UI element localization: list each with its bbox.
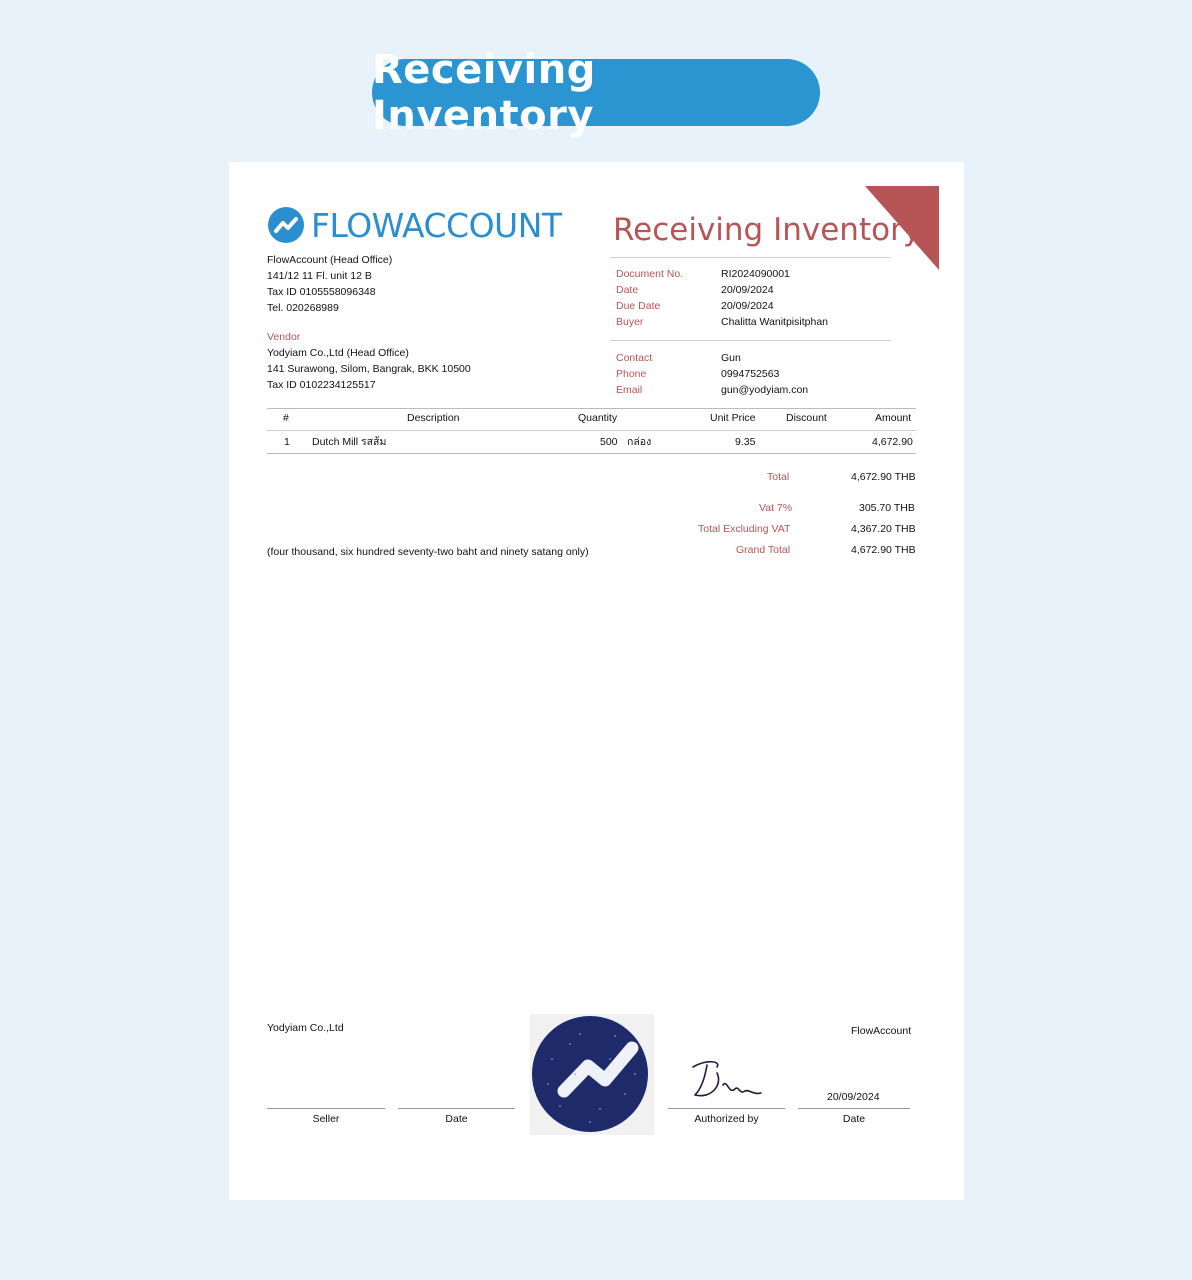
meta-label: Date <box>616 284 639 296</box>
meta-value: 20/09/2024 <box>721 284 774 296</box>
vendor-label: Vendor <box>267 331 301 343</box>
table-bottom-rule <box>267 453 916 454</box>
contact-label: Phone <box>616 368 647 380</box>
row-description: Dutch Mill รสส้ม <box>312 436 387 448</box>
col-header-description: Description <box>407 412 460 424</box>
signature-date-value: 20/09/2024 <box>827 1091 880 1103</box>
company-tax-id: Tax ID 0105558096348 <box>267 286 376 298</box>
meta-value: RI2024090001 <box>721 268 790 280</box>
seller-label: Seller <box>312 1113 340 1125</box>
document-title: Receiving Inventory <box>613 212 922 248</box>
company-stamp <box>530 1014 654 1135</box>
grand-total-label: Grand Total <box>736 544 791 556</box>
authorized-label: Authorized by <box>694 1113 759 1125</box>
col-header-amount: Amount <box>875 412 912 424</box>
meta-label: Buyer <box>616 316 644 328</box>
meta-label: Document No. <box>616 268 684 280</box>
seller-date-line <box>398 1108 515 1109</box>
excl-vat-label: Total Excluding VAT <box>698 523 791 535</box>
buyer-company: FlowAccount <box>851 1025 912 1037</box>
authorized-signature <box>687 1055 767 1105</box>
contact-value: Gun <box>721 352 741 364</box>
authorized-date-label: Date <box>842 1113 866 1125</box>
contact-label: Email <box>616 384 643 396</box>
meta-value: Chalitta Wanitpisitphan <box>721 316 828 328</box>
authorized-date-line <box>798 1108 910 1109</box>
col-header-discount: Discount <box>786 412 827 424</box>
meta-divider <box>610 340 891 341</box>
row-no: 1 <box>284 436 290 448</box>
company-logo <box>267 205 562 245</box>
flowaccount-logo-icon <box>267 206 305 244</box>
table-header-rule <box>267 430 916 431</box>
vat-value: 305.70 THB <box>859 502 915 514</box>
contact-value: 0994752563 <box>721 368 780 380</box>
table-top-rule <box>267 408 916 409</box>
col-header-no: # <box>283 412 289 424</box>
seller-company: Yodyiam Co.,Ltd <box>267 1022 344 1034</box>
seller-signature-line <box>267 1108 385 1109</box>
col-header-quantity: Quantity <box>578 412 618 424</box>
row-quantity: 500 <box>600 436 618 448</box>
company-tel: Tel. 020268989 <box>267 302 339 314</box>
col-header-unit-price: Unit Price <box>710 412 756 424</box>
company-address: 141/12 11 Fl. unit 12 B <box>267 270 372 282</box>
meta-label: Due Date <box>616 300 661 312</box>
total-value: 4,672.90 THB <box>851 471 916 483</box>
total-label: Total <box>767 471 790 483</box>
row-amount: 4,672.90 <box>872 436 913 448</box>
meta-value: 20/09/2024 <box>721 300 774 312</box>
excl-vat-value: 4,367.20 THB <box>851 523 916 535</box>
company-name: FlowAccount (Head Office) <box>267 254 393 266</box>
row-unit: กล่อง <box>627 436 652 448</box>
authorized-signature-line <box>668 1108 785 1109</box>
title-divider <box>610 257 891 258</box>
vendor-address: 141 Surawong, Silom, Bangrak, BKK 10500 <box>267 363 471 375</box>
page-banner: Receiving Inventory <box>372 59 820 126</box>
vendor-tax-id: Tax ID 0102234125517 <box>267 379 376 391</box>
amount-in-words: (four thousand, six hundred seventy-two baht and ninety satang only) <box>267 546 589 558</box>
row-unit-price: 9.35 <box>735 436 756 448</box>
vat-label: Vat 7% <box>759 502 793 514</box>
document-page <box>229 162 964 1200</box>
vendor-name: Yodyiam Co.,Ltd (Head Office) <box>267 347 409 359</box>
seller-date-label: Date <box>445 1113 468 1125</box>
contact-label: Contact <box>616 352 653 364</box>
grand-total-value: 4,672.90 THB <box>851 544 916 556</box>
logo-wordmark: FLOWACCOUNT <box>311 205 562 245</box>
contact-value: gun@yodyiam.con <box>721 384 809 396</box>
